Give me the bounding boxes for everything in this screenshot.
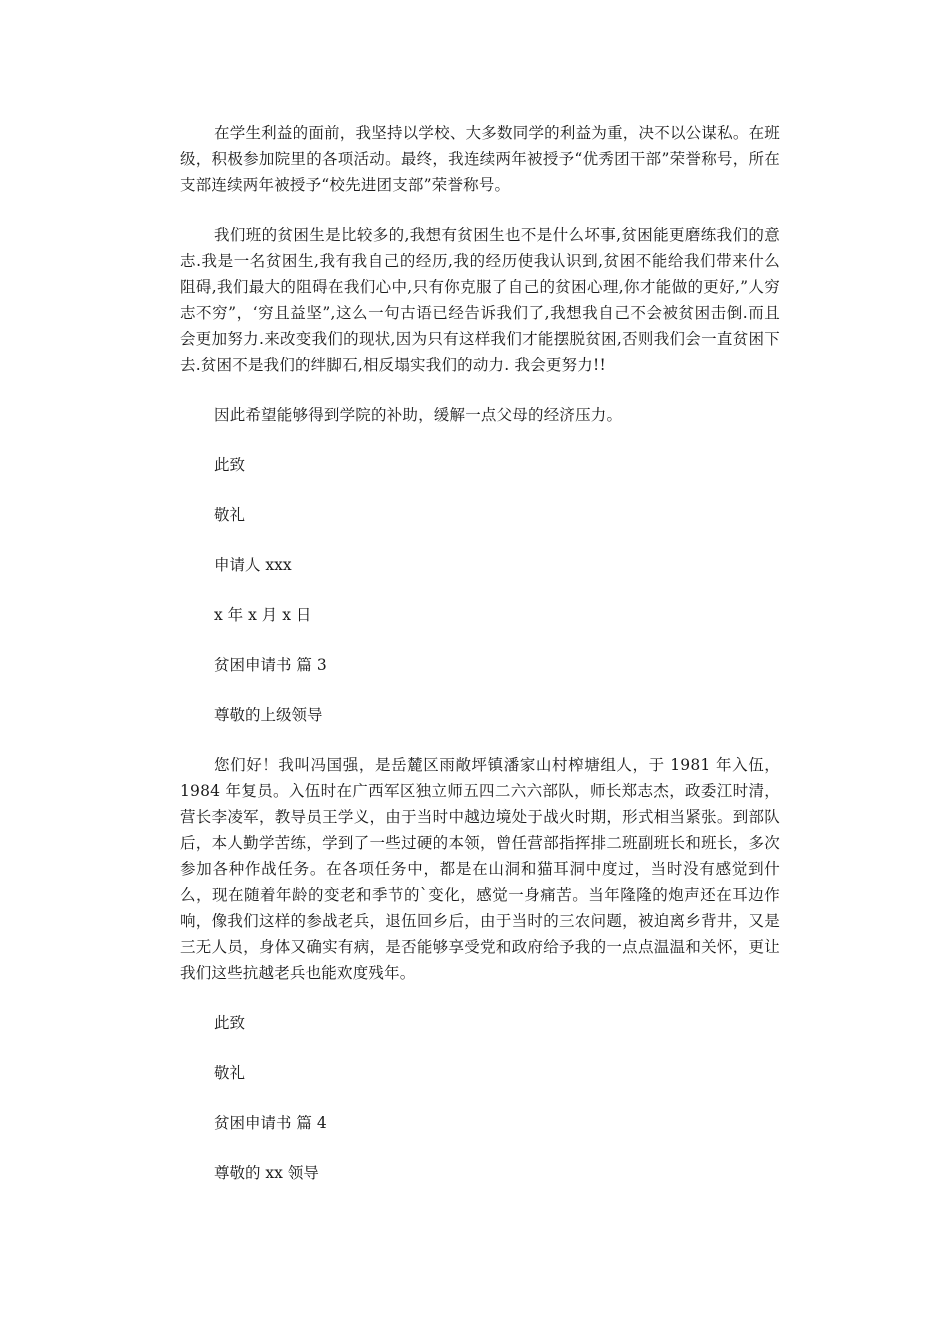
salutation-jingli-2: 敬礼 — [214, 1064, 246, 1082]
paragraph-veteran-letter: 您们好！我叫冯国强，是岳麓区雨敞坪镇潘家山村榨塘组人，于 1981 年入伍，1984 年复员。入伍时在广西军区独立师五四二六六部队，师长郑志杰，政委江时清，营长李凌军，教导员王学义，由于当时中越边境处于战火时期，形式相当紧张。到部队后，本人勤学苦练，学到了一些过硬的本领，曾任营部指挥排二班副班长和班长，多次参加各种作战任务。在各项任务中，都是在山洞和猫耳洞中度过，当时没有感觉到什么，现在随着年龄的变老和季节的`变化，感觉一身痛苦。当年隆隆的炮声还在耳边作响，像我们这样的参战老兵，退伍回乡后，由于当时的三农问题，被迫离乡背井，又是三无人员，身体又确实有病，是否能够享受党和政府给予我的一点点温温和关怀，更让我们这些抗越老兵也能欢度残年。 — [180, 756, 780, 982]
applicant-signature: 申请人 xxx — [214, 556, 292, 574]
paragraph-request: 因此希望能够得到学院的补助，缓解一点父母的经济压力。 — [214, 406, 623, 424]
document-body — [180, 120, 780, 1186]
paragraph-student-interests: 在学生利益的面前，我坚持以学校、大多数同学的利益为重，决不以公谋私。在班级，积极参加院里的各项活动。最终，我连续两年被授予“优秀团干部”荣誉称号，所在支部连续两年被授予“校先进团支部”荣誉称号。 — [180, 124, 780, 194]
paragraph-poverty-reflection: 我们班的贫困生是比较多的,我想有贫困生也不是什么坏事,贫困能更磨练我们的意志.我是一名贫困生,我有我自己的经历,我的经历使我认识到,贫困不能给我们带来什么阻碍,我们最大的阻碍在我们心中,只有你克服了自己的贫困心理,你才能做的更好,”人穷志不穷”，‘穷且益坚”,这么一句古语已经告诉我们了,我想我自己不会被贫困击倒.而且会更加努力.来改变我们的现状,因为只有这样我们才能摆脱贫困,否则我们会一直贫困下去.贫困不是我们的绊脚石,相反塌实我们的动力. 我会更努力!! — [180, 226, 780, 374]
salutation-jingli-1: 敬礼 — [214, 506, 246, 524]
closing-cizhi-2: 此致 — [214, 1014, 246, 1032]
greeting-3: 尊敬的上级领导 — [214, 706, 323, 724]
closing-cizhi-1: 此致 — [214, 456, 246, 474]
greeting-4: 尊敬的 xx 领导 — [214, 1164, 319, 1182]
section-heading-3: 贫困申请书 篇 3 — [214, 656, 327, 674]
date-line: x 年 x 月 x 日 — [214, 606, 312, 624]
section-heading-4: 贫困申请书 篇 4 — [214, 1114, 327, 1132]
